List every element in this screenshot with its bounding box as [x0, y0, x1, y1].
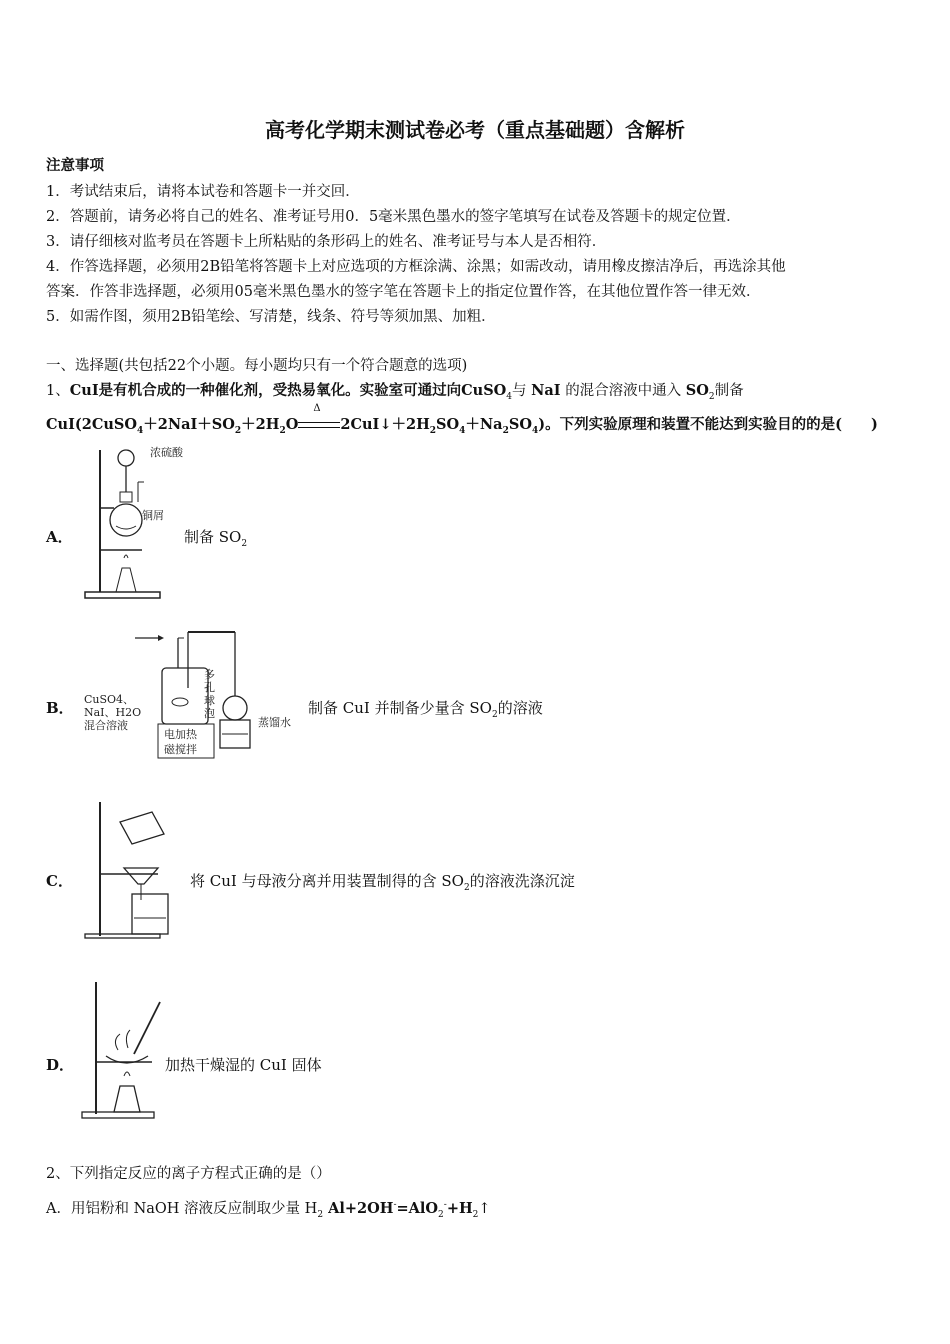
notice-item-5: 5．如需作图，须用2B铅笔绘、写清楚，线条、符号等须加黑、加粗．: [46, 309, 496, 325]
notice-item-1: 1．考试结束后，请将本试卷和答题卡一并交回．: [46, 184, 360, 200]
question-2-stem: 2、下列指定反应的离子方程式正确的是（）: [46, 1166, 331, 1182]
option-a-text: 制备 $SO_2$: [184, 528, 248, 549]
heat-equals-sign: Δ: [298, 416, 340, 433]
section-heading: 一、选择题(共包括22个小题。每小题均只有一个符合题意的选项): [46, 358, 468, 374]
notice-item-4: 4．作答选择题，必须用2B铅笔将答题卡上对应选项的方框涂满、涂黑；如需改动，请用橡皮擦洁净后，再选涂其他: [46, 259, 786, 275]
apparatus-b-diagram: [80, 628, 305, 768]
label-distilled-water: 蒸馏水: [258, 716, 291, 729]
label-conc-sulfuric-acid: 浓硫酸: [150, 446, 183, 459]
question-2-option-a: A．用铝粉和 NaOH 溶液反应制取少量 $H_2$ $Al+2OH^-=AlO_2^-+H_2↑$: [46, 1200, 491, 1220]
question-1-stem: 1、CuI是有机合成的一种催化剂，受热易氧化。实验室可通过向CuSO$_4$与 NaI 的混合溶液中通入 $SO_2$制备: [46, 382, 744, 402]
label-porous-3: 球: [204, 694, 215, 707]
option-c-text: 将 CuI 与母液分离并用装置制得的含 $SO_2$的溶液洗涤沉淀: [190, 872, 575, 893]
notice-item-4-cont: 答案．作答非选择题，必须用05毫米黑色墨水的签字笔在答题卡上的指定位置作答，在其他位置作答一律无效．: [46, 284, 761, 300]
label-porous-2: 孔: [204, 681, 215, 694]
label-solution-line2: NaI、H2O: [84, 706, 142, 719]
label-porous-1: 多: [204, 668, 215, 681]
option-d-letter: D．: [46, 1056, 75, 1074]
label-magnetic-stir: 磁搅拌: [164, 743, 197, 756]
page-title: 高考化学期末测试卷必考（重点基础题）含解析: [265, 118, 685, 142]
apparatus-a-diagram: [80, 440, 190, 605]
label-copper-scraps: 铜屑: [142, 509, 164, 522]
option-a-letter: A．: [46, 528, 73, 546]
option-d-text: 加热干燥湿的 CuI 固体: [165, 1056, 322, 1074]
notice-item-3: 3．请仔细核对监考员在答题卡上所粘贴的条形码上的姓名、准考证号与本人是否相符．: [46, 234, 607, 250]
notice-item-2: 2．答题前，请务必将自己的姓名、准考证号用0．5毫米黑色墨水的签字笔填写在试卷及答题卡的规定位置．: [46, 209, 741, 225]
label-solution-line1: CuSO4、: [84, 693, 135, 706]
label-electric-heater: 电加热: [164, 728, 197, 741]
question-1-equation: $CuI(2CuSO_4+2NaI+SO_2+2H_2O$ Δ $2CuI↓+2H_2SO_4+Na_2SO_4$)。下列实验原理和装置不能达到实验目的的是( ): [46, 403, 878, 436]
apparatus-c-diagram: [80, 798, 180, 943]
notice-heading: 注意事项: [46, 157, 104, 174]
label-porous-4: 泡: [204, 707, 215, 720]
label-solution-line3: 混合溶液: [84, 719, 128, 732]
option-b-text: 制备 CuI 并制备少量含 $SO_2$的溶液: [308, 699, 543, 720]
option-c-letter: C．: [46, 872, 73, 890]
apparatus-d-diagram: [78, 978, 168, 1123]
option-b-letter: B．: [46, 699, 74, 717]
